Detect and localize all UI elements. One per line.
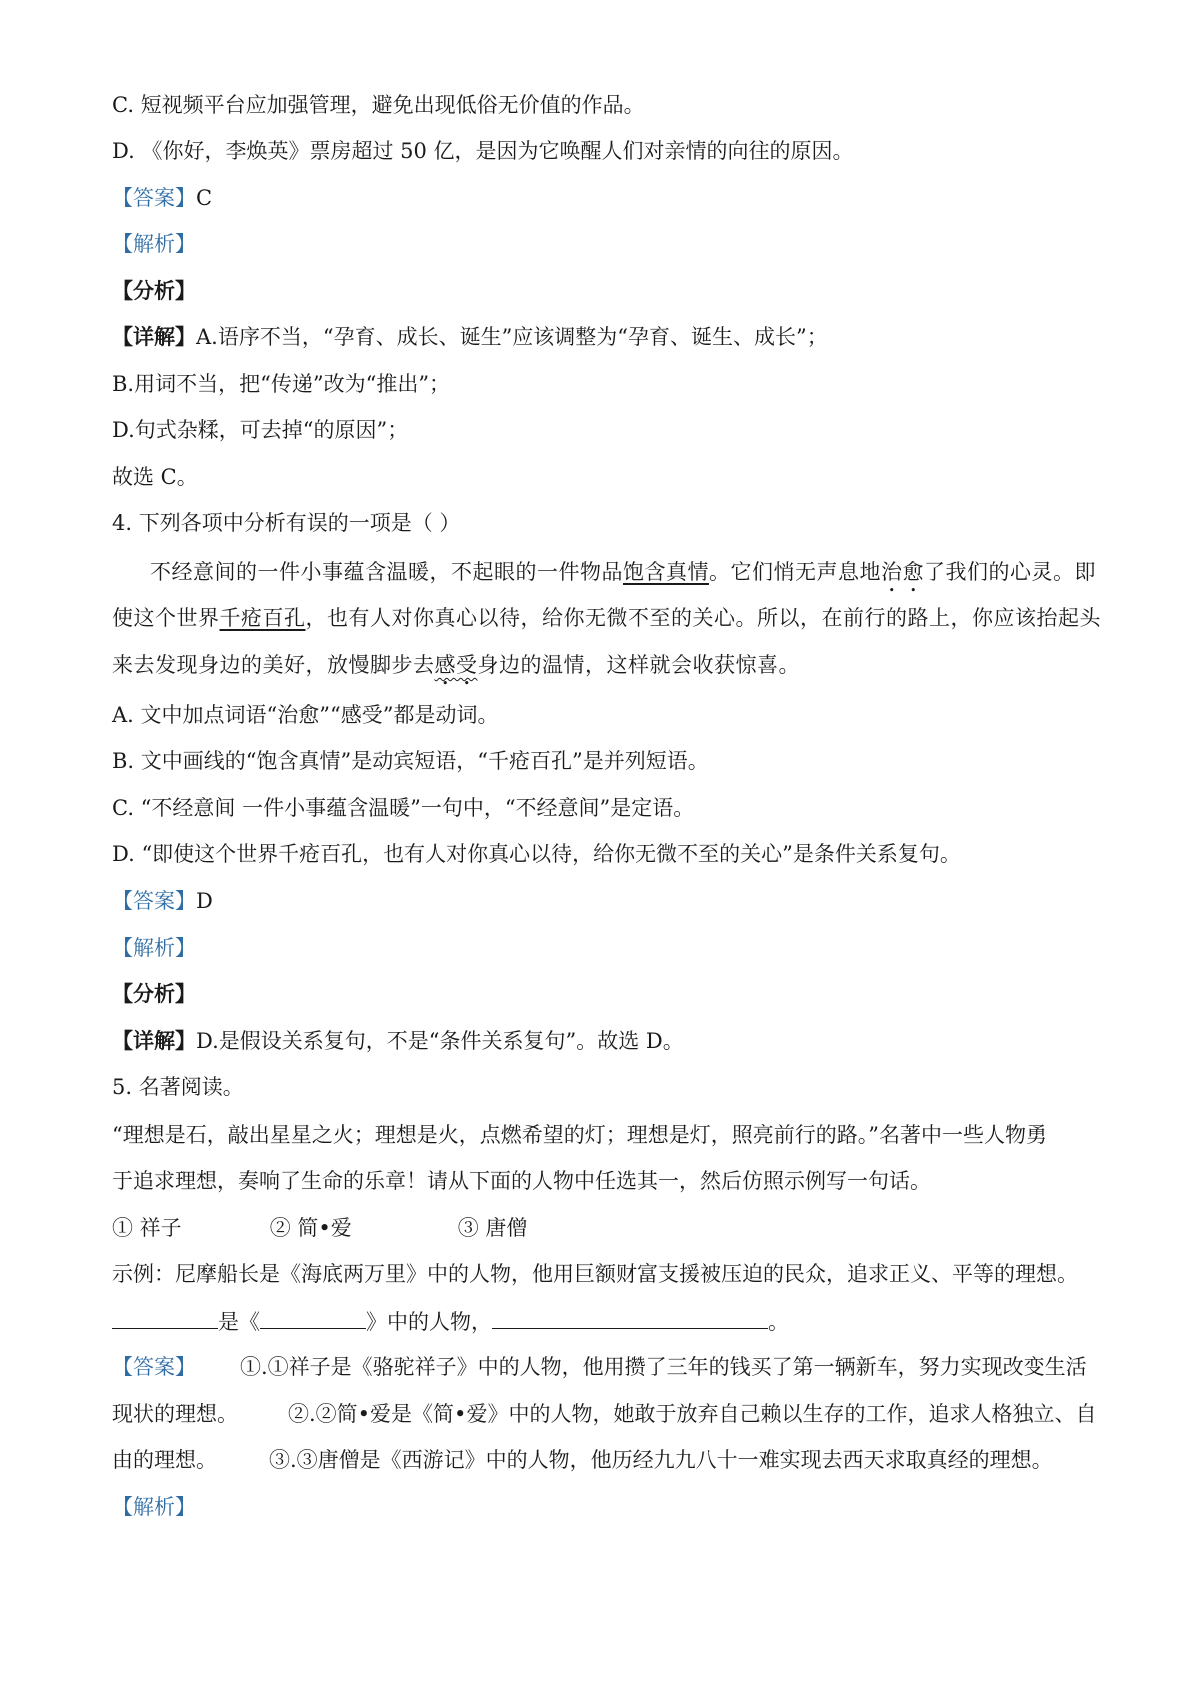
passage-text: 不经意间的一件小事蕴含温暖，不起眼的一件物品	[150, 560, 623, 584]
answer-label: 【答案】	[112, 889, 196, 913]
q3-detail-b: B.用词不当，把“传递”改为“推出”；	[112, 372, 451, 396]
choice-3: ③ 唐僧	[457, 1216, 528, 1240]
dotted-word: 感受	[434, 653, 478, 677]
q4-passage-line-3	[112, 650, 1110, 690]
q4-answer	[112, 886, 1110, 916]
underlined-phrase: 饱含真情	[623, 560, 709, 584]
q5-analysis-label: 【解析】	[112, 1495, 196, 1519]
answer-text: 由的理想。	[112, 1448, 217, 1472]
answer-text: ①.①祥子是《骆驼祥子》中的人物，他用攒了三年的钱买了第一辆新车，努力实现改变生活	[240, 1355, 1087, 1379]
q5-answer-line-2	[112, 1399, 1110, 1429]
q4-stem: 4. 下列各项中分析有误的一项是（ ）	[112, 511, 461, 535]
q3-answer	[112, 183, 1110, 213]
q3-conclusion: 故选 C。	[112, 465, 198, 489]
answer-value: C	[196, 186, 213, 210]
q4-option-d: D. “即使这个世界千疮百孔，也有人对你真心以待，给你无微不至的关心”是条件关系复句。	[112, 842, 961, 866]
q3-option-c: C. 短视频平台应加强管理，避免出现低俗无价值的作品。	[112, 93, 645, 117]
fill-text: 。	[768, 1310, 789, 1334]
q4-fenxi-label: 【分析】	[112, 981, 196, 1006]
dotted-word: 治愈	[881, 560, 924, 584]
blank-character	[112, 1306, 218, 1329]
detail-label: 【详解】	[112, 1028, 196, 1053]
fill-text: 》中的人物，	[366, 1310, 492, 1334]
q5-choices	[112, 1213, 1110, 1243]
passage-text: 了我们的心灵。即	[924, 560, 1096, 584]
detail-text: A.语序不当，“孕育、成长、诞生”应该调整为“孕育、诞生、成长”；	[196, 325, 828, 349]
q3-detail-d: D.句式杂糅，可去掉“的原因”；	[112, 418, 409, 442]
fill-text: 是《	[218, 1310, 260, 1334]
underlined-phrase: 千疮百孔	[219, 606, 306, 630]
q4-passage-line-1	[150, 557, 1110, 597]
detail-label: 【详解】	[112, 324, 196, 349]
blank-sentence	[492, 1306, 768, 1329]
q5-stem: 5. 名著阅读。	[112, 1075, 244, 1099]
q4-passage-line-2	[112, 603, 1110, 633]
q4-option-b: B. 文中画线的“饱含真情”是动宾短语，“千疮百孔”是并列短语。	[112, 749, 709, 773]
passage-text: 。它们悄无声息地	[709, 560, 881, 584]
passage-text: 身边的温情，这样就会收获惊喜。	[477, 653, 800, 677]
q5-answer-line-3	[112, 1445, 1110, 1475]
q3-option-d: D. 《你好，李焕英》票房超过 50 亿，是因为它唤醒人们对亲情的向往的原因。	[112, 139, 854, 163]
q3-detail-a	[112, 322, 1110, 352]
answer-text: ②.②简•爱是《简•爱》中的人物，她敢于放弃自己赖以生存的工作，追求人格独立、自	[288, 1402, 1097, 1426]
answer-value: D	[196, 889, 213, 913]
choice-2: ② 简•爱	[269, 1216, 352, 1240]
q4-detail	[112, 1026, 1110, 1056]
passage-text: 使这个世界	[112, 606, 220, 630]
passage-text: ，也有人对你真心以待，给你无微不至的关心。所以，在前行的路上，你应该抬起头	[305, 606, 1101, 630]
q5-intro-2: 于追求理想，奏响了生命的乐章！请从下面的人物中任选其一，然后仿照示例写一句话。	[112, 1169, 931, 1193]
q5-example: 示例：尼摩船长是《海底两万里》中的人物，他用巨额财富支援被压迫的民众，追求正义、平等的理想。	[112, 1262, 1078, 1286]
passage-text: 来去发现身边的美好，放慢脚步去	[112, 653, 435, 677]
answer-text: ③.③唐僧是《西游记》中的人物，他历经九九八十一难实现去西天求取真经的理想。	[269, 1448, 1053, 1472]
q5-fill-line	[112, 1306, 1110, 1337]
q4-analysis-label: 【解析】	[112, 936, 196, 960]
choice-1: ① 祥子	[112, 1216, 182, 1240]
q5-intro-1: “理想是石，敲出星星之火；理想是火，点燃希望的灯；理想是灯，照亮前行的路。”名著中一些人物勇	[112, 1123, 1047, 1147]
q3-analysis-label: 【解析】	[112, 232, 196, 256]
q5-answer-line-1	[112, 1352, 1110, 1382]
q4-option-a: A. 文中加点词语“治愈”“感受”都是动词。	[112, 703, 499, 727]
blank-book	[260, 1306, 366, 1329]
answer-label: 【答案】	[112, 1355, 196, 1379]
q3-fenxi-label: 【分析】	[112, 278, 196, 303]
detail-text: D.是假设关系复句，不是“条件关系复句”。故选 D。	[196, 1029, 684, 1053]
q4-option-c: C. “不经意间 一件小事蕴含温暖”一句中，“不经意间”是定语。	[112, 796, 695, 820]
answer-label: 【答案】	[112, 186, 196, 210]
answer-text: 现状的理想。	[112, 1402, 238, 1426]
